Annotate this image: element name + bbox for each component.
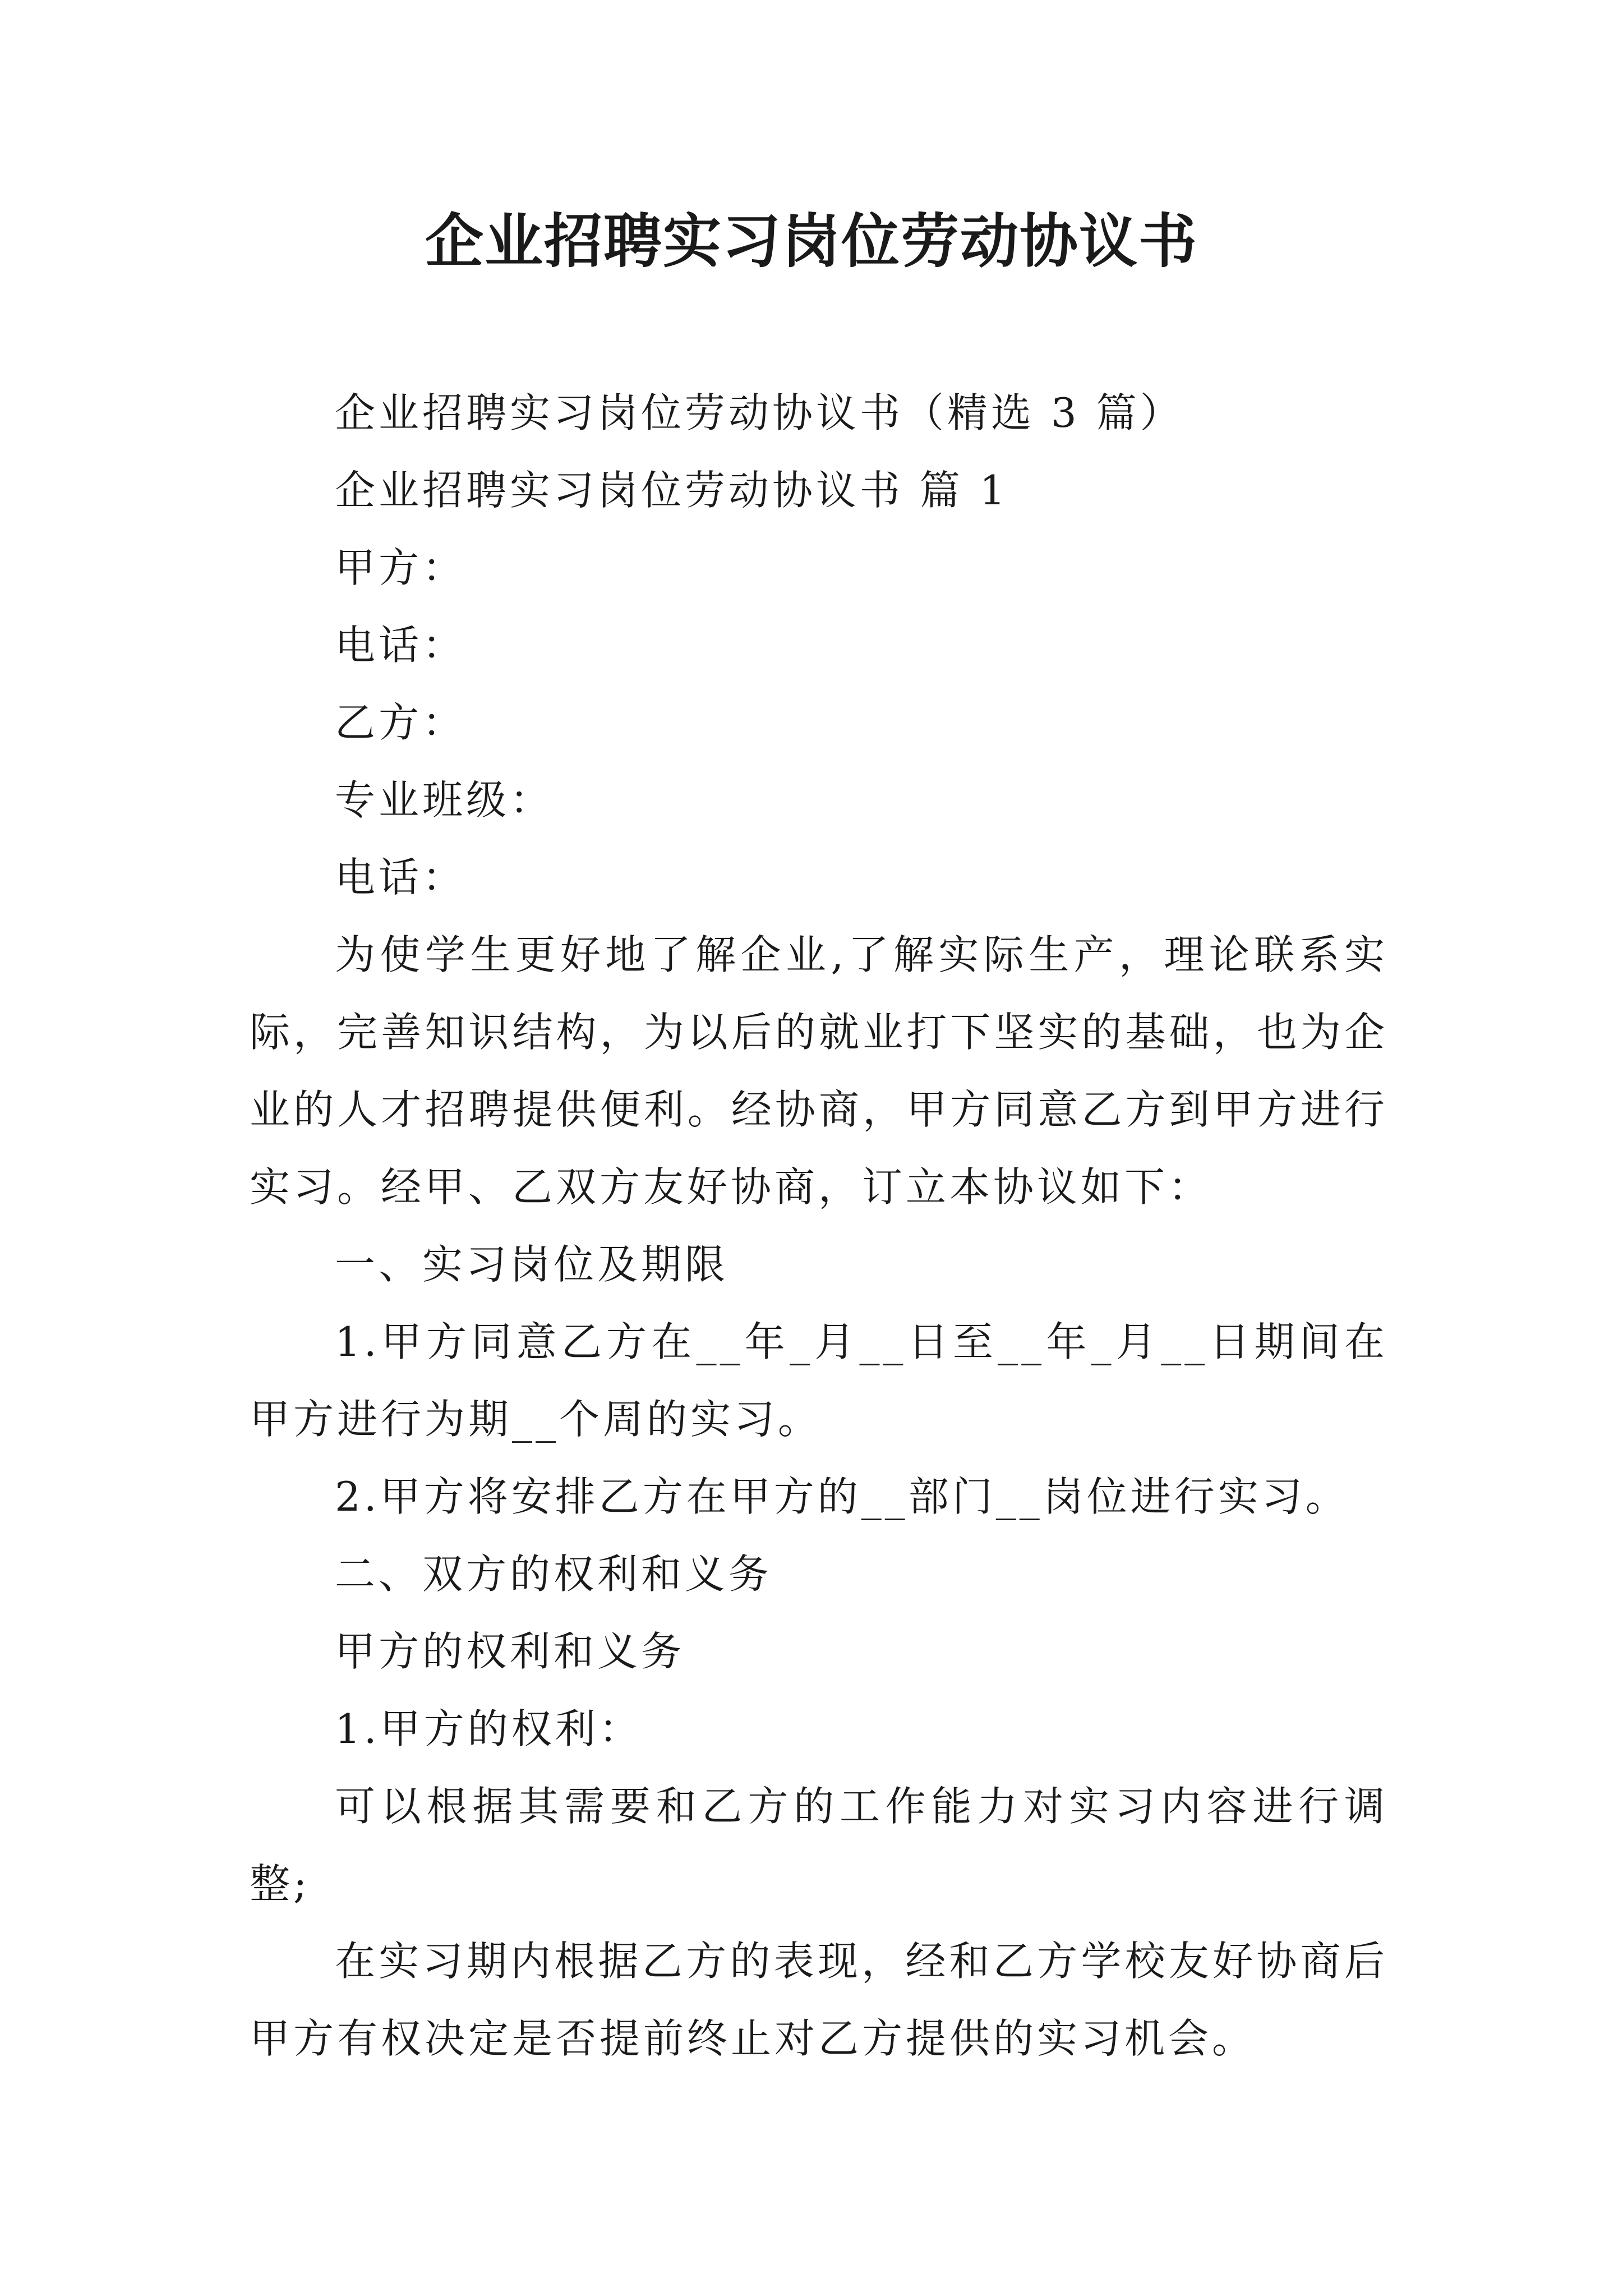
document-body: [250, 374, 1388, 2077]
sub-heading-paragraph: 甲方的权利和义务: [335, 1628, 685, 1675]
clause-paragraph: 可以根据其需要和乙方的工作能力对实习内容进行调整;: [250, 1783, 1388, 1907]
subtitle-paragraph: 企业招聘实习岗位劳动协议书（精选 3 篇）: [335, 389, 1184, 436]
document-title: 企业招聘实习岗位劳动协议书: [425, 206, 1198, 275]
party-a-field: 甲方：: [335, 544, 467, 591]
party-b-phone-field: 电话：: [335, 854, 467, 901]
intro-paragraph: 为使学生更好地了解企业,了解实际生产，理论联系实际，完善知识结构，为以后的就业打下坚实的基础，也为企业的人才招聘提供便利。经协商，甲方同意乙方到甲方进行实习。经甲、乙双方友好协商，订立本协议如下：: [250, 931, 1388, 1211]
major-class-field: 专业班级：: [335, 776, 554, 823]
clause-paragraph: 在实习期内根据乙方的表现，经和乙方学校友好协商后甲方有权决定是否提前终止对乙方提供的实习机会。: [250, 1938, 1388, 2062]
sub-heading-paragraph: 1.甲方的权利：: [335, 1705, 643, 1752]
clause-paragraph: 2.甲方将安排乙方在甲方的__部门__岗位进行实习。: [335, 1473, 1349, 1520]
section-heading-paragraph: 企业招聘实习岗位劳动协议书 篇 1: [335, 467, 1009, 514]
clause-paragraph: 1.甲方同意乙方在__年_月__日至__年_月__日期间在甲方进行为期__个周的实习。: [250, 1318, 1388, 1443]
clause-heading-1: 一、实习岗位及期限: [335, 1241, 729, 1288]
party-a-phone-field: 电话：: [335, 622, 467, 669]
party-b-field: 乙方：: [335, 699, 467, 746]
clause-heading-2: 二、双方的权利和义务: [335, 1550, 773, 1598]
